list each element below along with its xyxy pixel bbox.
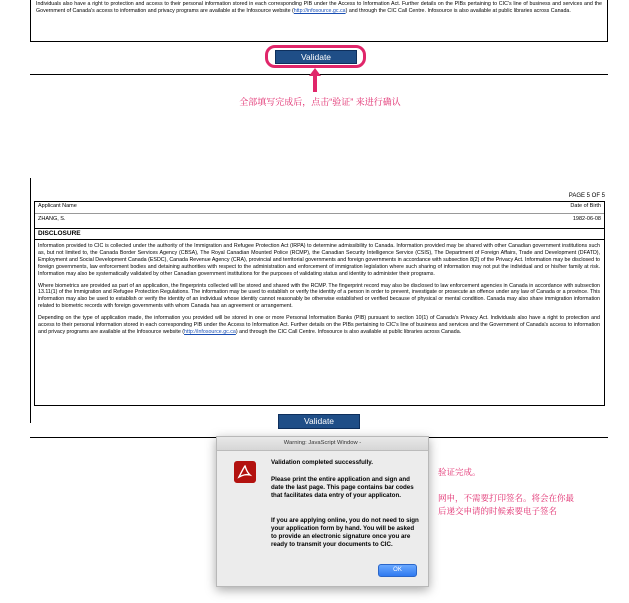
infosource-link[interactable]: http://infosource.gc.ca xyxy=(293,7,346,14)
top-fragment-text: Individuals also have a right to protection and access to their personal information stored in each corresponding PIB under the Access to Information Act. Further details on the PIBs pertaining to CIC's line of business and services and the Government of Canada's access to information and privacy programs are available at the Infosource website (http://infosource.gc.ca) and through the CIC Call Centre. Infosource is also available at public libraries across Canada. xyxy=(36,1,602,14)
disclosure-title-rule xyxy=(35,239,604,240)
disclosure-body xyxy=(38,243,600,341)
validate-button-top[interactable]: Validate xyxy=(275,50,357,64)
annotation-online-note: 网申，不需要打印签名。将会在你最后递交申请的时候索要电子签名 xyxy=(438,493,575,516)
applicant-info xyxy=(35,202,604,229)
page-content-box xyxy=(34,201,605,406)
annotation-top: 全部填写完成后，点击“验证” 来进行确认 xyxy=(239,97,401,107)
infosource-link[interactable]: http://infosource.gc.ca xyxy=(184,328,236,335)
dob-label: Date of Birth xyxy=(570,203,601,209)
javascript-dialog xyxy=(216,436,429,587)
validate-button[interactable]: Validate xyxy=(278,414,360,429)
disclosure-para-1: Information provided to CIC is collected under the authority of the Immigration and Refugee Protection Act (IRPA) to determine admissibility to Canada. Information provided may be shared with other Canadian government institutions such as, but not limited to, the Canada Border Services Agency (CBSA), The Royal Canadian Mounted Police (RCMP), the Canadian Security Intelligence Service (CSIS), The Department of Foreign Affairs, Trade and Development (DFATD), Employment and Social Development Canada (ESDC), Canada Revenue Agency (CRA), provincial and territorial governments and foreign governments in accordance with subsection 8(2) of the Privacy Act. Information may be disclosed to foreign governments, law enforcement bodies and detaining authorities with respect to the administration and enforcement of immigration legislation where such sharing of information may not put the individual and or his/her family at risk. Information may also be systematically validated by other Canadian government institutions for the purposes of validating status and identity to administer their programs. xyxy=(38,243,600,277)
page-number: PAGE 5 OF 5 xyxy=(568,193,605,199)
page-left-border xyxy=(30,178,31,423)
dialog-title: Warning: JavaScript Window - xyxy=(283,440,362,446)
dialog-heading: Validation completed successfully. xyxy=(271,459,374,466)
top-document-fragment xyxy=(30,0,608,42)
applicant-name-label: Applicant Name xyxy=(38,203,77,209)
dob-value: 1982-06-08 xyxy=(572,216,601,222)
dialog-body-1: Please print the entire application and sign and date the last page. This page contains bar codes that facilitates data entry of your applicaton. xyxy=(271,476,414,499)
disclosure-para-2: Where biometrics are provided as part of an application, the fingerprints collected will be stored and shared with the RCMP. The fingerprint record may also be disclosed to law enforcement agencies in Canada in accordance with subsection 13.11(1) of the Immigration and Refugee Protection Regulations. The information may be used to establish or verify the identity of a person in order to prevent, investigate or prosecute an offence under any law of Canada or a province. This information may also be used to establish or verify the identity of an individual whose identity cannot reasonably be otherwise established or verified because of physical or mental condition. Canada may also share immigration information related to biometric records with foreign governments with whom Canada has an agreement or arrangement. xyxy=(38,282,600,310)
annotation-validated: 验证完成。 xyxy=(438,467,481,477)
disclosure-para-3: Depending on the type of application made, the information you provided will be stored in one or more Personal Information Banks (PIB) pursuant to section 10(1) of Canada's Privacy Act. Individuals also have a right to protection and access to their personal information stored in each corresponding PIB under the Access to Information Act. Further details on the PIBs pertaining to CIC's line of business and services and the Government of Canada's access to information and privacy programs are available at the Infosource website (http://infosource.gc.ca) and through the CIC Call Centre. Infosource is also available at public libraries across Canada. xyxy=(38,315,600,335)
arrow-up-icon xyxy=(309,68,321,92)
dialog-title-bar xyxy=(217,437,428,451)
dialog-body-2: If you are applying online, you do not need to sign your application form by hand. You will be asked to provide an electronic signature once you are ready to transmit your documents to CIC. xyxy=(271,517,419,548)
ok-button[interactable]: OK xyxy=(378,564,417,577)
disclosure-title: DISCLOSURE xyxy=(38,230,81,237)
acrobat-icon xyxy=(234,461,256,483)
applicant-name-value: ZHANG, S. xyxy=(38,216,66,222)
